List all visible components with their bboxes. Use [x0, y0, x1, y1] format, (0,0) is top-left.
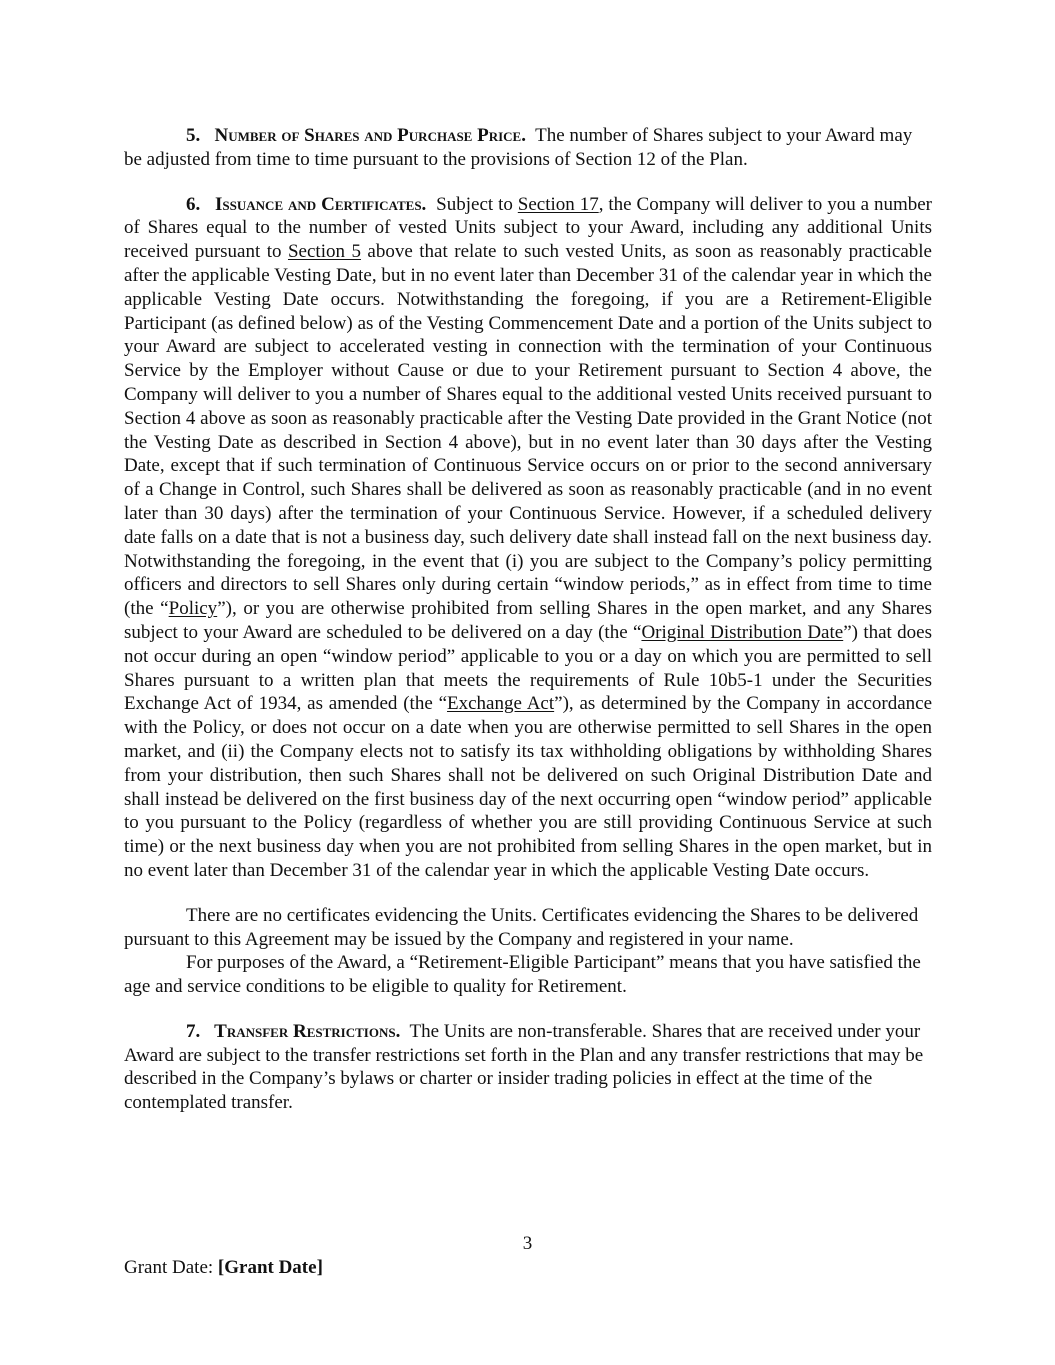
exchange-act-term: Exchange Act [447, 693, 555, 715]
section-6-heading: 6. Issuance and Certificates. [186, 193, 427, 215]
section-7-heading: 7. Transfer Restrictions. [186, 1020, 401, 1042]
policy-term: Policy [168, 598, 218, 620]
section-5-paragraph [124, 124, 932, 172]
section-5-reference: Section 5 [287, 241, 361, 263]
original-distribution-date-term: Original Distribution Date [641, 621, 844, 643]
grant-date-label: Grant Date: [124, 1257, 218, 1278]
grant-date-footer [124, 1257, 323, 1279]
section-6-paragraph: 6. Issuance and Certificates. Subject to Section 17, the Company will deliver to you a number of Shares equal to the number of vested Units subject to your Award, including any additional Units received pursuant to Section 5 above that relate to such vested Units, as soon as reasonably practicable after the applicable Vesting Date, but in no event later than December 31 of the calendar year in which the applicable Vesting Date occurs. Notwithstanding the foregoing, if you are a Retirement-Eligible Participant (as defined below) as of the Vesting Commencement Date and a portion of the Units subject to your Award are subject to accelerated vesting in connection with the termination of your Continuous Service by the Employer without Cause or due to your Retirement pursuant to Section 4 above, the Company will deliver to you a number of Shares equal to the additional vested Units received pursuant to Section 4 above as soon as reasonably practicable after the Vesting Date provided in the Grant Notice (not the Vesting Date as described in Section 4 above), but in no event later than 30 days after the Vesting Date, except that if such termination of Continuous Service occurs on or prior to the second anniversary of a Change in Control, such Shares shall be delivered as soon as reasonably practicable (and in no event later than 30 days) after the termination of your Continuous Service. However, if a scheduled delivery date falls on a date that is not a business day, such delivery date shall instead fall on the next business day. Notwithstanding the foregoing, in the event that (i) you are subject to the Company’s policy permitting officers and directors to sell Shares only during certain “window periods,” as in effect from time to time (the “Policy”), or you are otherwise prohibited from selling Shares in the open market, and any Shares subject to your Award are scheduled to be delivered on a day (the “Original Distribution Date”) that does not occur during an open “window period” applicable to you or a day on which you are permitted to sell Shares pursuant to a written plan that meets the requirements of Rule 10b5-1 under the Securities Exchange Act of 1934, as amended (the “Exchange Act”), as determined by the Company in accordance with the Policy, or does not occur on a date when you are otherwise permitted to sell Shares in the open market, and (ii) the Company elects not to satisfy its tax withholding obligations by withholding Shares from your distribution, then such Shares shall not be delivered on such Original Distribution Date and shall instead be delivered on the first business day of the next occurring open “window period” applicable to you pursuant to the Policy (regardless of whether you are still providing Continuous Service at such time) or the next business day when you are not prohibited from selling Shares in the open market, but in no event later than December 31 of the calendar year in which the applicable Vesting Date occurs. [124, 193, 933, 881]
document-page [124, 124, 932, 1115]
retirement-eligible-paragraph: For purposes of the Award, a “Retirement-Eligible Participant” means that you have satisfied the age and service conditions to be eligible to quality for Retirement. [124, 952, 921, 998]
section-17-reference: Section 17 [517, 193, 599, 215]
section-7-paragraph [124, 1020, 932, 1115]
section-5-text: The number of Shares subject to your Award may be adjusted from time to time pursuant to the provisions of Section 12 of the Plan. [124, 125, 913, 170]
section-5-heading: 5. Number of Shares and Purchase Price. [186, 125, 526, 146]
page-number: 3 [522, 1233, 533, 1254]
grant-date-value: [Grant Date] [217, 1257, 323, 1278]
section-7-text: The Units are non-transferable. Shares that are received under your Award are subject to the transfer restrictions set forth in the Plan and any transfer restrictions that may be described in the Company’s bylaws or charter or insider trading policies in effect at the time of the contemplated transfer. [124, 1020, 924, 1114]
certificates-paragraph: There are no certificates evidencing the Units. Certificates evidencing the Shares to be delivered pursuant to this Agreement may be issued by the Company and registered in your name. [124, 904, 919, 950]
